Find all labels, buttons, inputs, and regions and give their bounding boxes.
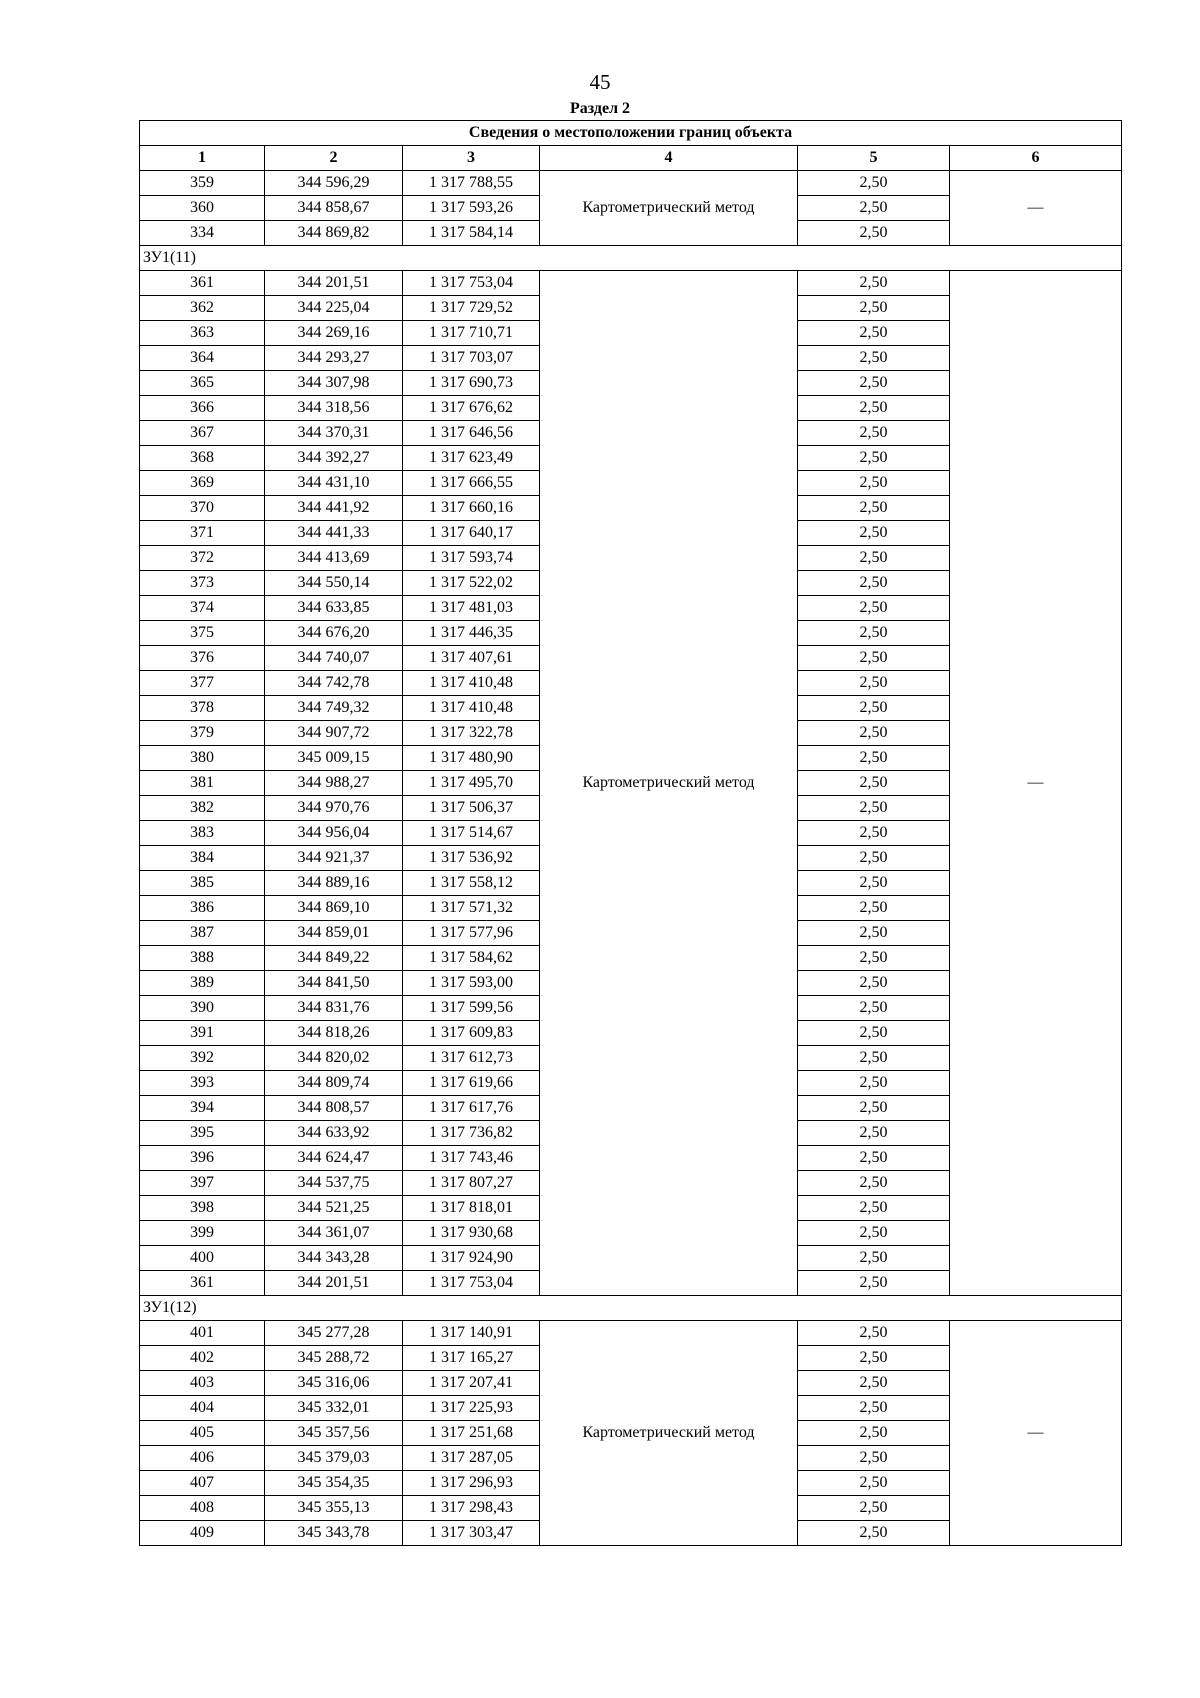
coordinate-y: 1 317 298,43: [403, 1496, 540, 1521]
group-label: ЗУ1(11): [140, 246, 1122, 271]
point-number: 387: [140, 921, 265, 946]
accuracy-value: 2,50: [798, 446, 950, 471]
accuracy-value: 2,50: [798, 1096, 950, 1121]
coordinate-y: 1 317 225,93: [403, 1396, 540, 1421]
point-number: 377: [140, 671, 265, 696]
accuracy-value: 2,50: [798, 621, 950, 646]
coordinate-x: 344 740,07: [265, 646, 403, 671]
coordinate-y: 1 317 593,00: [403, 971, 540, 996]
point-number: 371: [140, 521, 265, 546]
coordinate-x: 344 907,72: [265, 721, 403, 746]
coordinate-x: 345 277,28: [265, 1321, 403, 1346]
coordinate-y: 1 317 407,61: [403, 646, 540, 671]
coordinate-y: 1 317 522,02: [403, 571, 540, 596]
point-number: 393: [140, 1071, 265, 1096]
coordinate-y: 1 317 506,37: [403, 796, 540, 821]
coordinate-y: 1 317 593,26: [403, 196, 540, 221]
table-title: Сведения о местоположении границ объекта: [140, 121, 1122, 146]
method-cell: Картометрический метод: [540, 1321, 798, 1546]
accuracy-value: 2,50: [798, 546, 950, 571]
coordinate-y: 1 317 743,46: [403, 1146, 540, 1171]
point-number: 375: [140, 621, 265, 646]
coordinate-y: 1 317 753,04: [403, 271, 540, 296]
point-number: 367: [140, 421, 265, 446]
point-number: 386: [140, 896, 265, 921]
coordinate-x: 344 550,14: [265, 571, 403, 596]
coordinate-x: 344 742,78: [265, 671, 403, 696]
coordinate-y: 1 317 558,12: [403, 871, 540, 896]
section-title: Раздел 2: [569, 100, 631, 117]
coordinate-x: 344 889,16: [265, 871, 403, 896]
coordinate-x: 344 441,92: [265, 496, 403, 521]
coordinate-y: 1 317 584,62: [403, 946, 540, 971]
accuracy-value: 2,50: [798, 846, 950, 871]
accuracy-value: 2,50: [798, 671, 950, 696]
accuracy-value: 2,50: [798, 1496, 950, 1521]
method-cell: Картометрический метод: [540, 171, 798, 246]
group-label-row: [140, 1296, 1122, 1321]
coordinate-y: 1 317 609,83: [403, 1021, 540, 1046]
coordinate-x: 345 343,78: [265, 1521, 403, 1546]
point-number: 407: [140, 1471, 265, 1496]
point-number: 376: [140, 646, 265, 671]
coordinates-table: [139, 120, 1122, 1546]
coordinate-y: 1 317 788,55: [403, 171, 540, 196]
accuracy-value: 2,50: [798, 871, 950, 896]
accuracy-value: 2,50: [798, 1146, 950, 1171]
point-number: 361: [140, 1271, 265, 1296]
coordinate-x: 345 354,35: [265, 1471, 403, 1496]
coordinate-x: 344 869,10: [265, 896, 403, 921]
coordinate-x: 344 413,69: [265, 546, 403, 571]
point-number: 383: [140, 821, 265, 846]
coordinate-y: 1 317 251,68: [403, 1421, 540, 1446]
accuracy-value: 2,50: [798, 1046, 950, 1071]
point-number: 394: [140, 1096, 265, 1121]
note-cell: —: [950, 1321, 1122, 1546]
coordinate-x: 344 201,51: [265, 271, 403, 296]
note-cell: —: [950, 171, 1122, 246]
point-number: 402: [140, 1346, 265, 1371]
coordinate-x: 344 596,29: [265, 171, 403, 196]
accuracy-value: 2,50: [798, 371, 950, 396]
accuracy-value: 2,50: [798, 721, 950, 746]
column-number: 5: [798, 146, 950, 171]
accuracy-value: 2,50: [798, 1346, 950, 1371]
coordinate-x: 344 749,32: [265, 696, 403, 721]
point-number: 400: [140, 1246, 265, 1271]
coordinate-x: 344 633,85: [265, 596, 403, 621]
accuracy-value: 2,50: [798, 971, 950, 996]
coordinate-y: 1 317 577,96: [403, 921, 540, 946]
point-number: 360: [140, 196, 265, 221]
coordinate-y: 1 317 165,27: [403, 1346, 540, 1371]
coordinate-x: 344 956,04: [265, 821, 403, 846]
coordinate-y: 1 317 666,55: [403, 471, 540, 496]
coordinate-x: 344 370,31: [265, 421, 403, 446]
coordinate-x: 344 831,76: [265, 996, 403, 1021]
accuracy-value: 2,50: [798, 1396, 950, 1421]
point-number: 388: [140, 946, 265, 971]
coordinate-y: 1 317 536,92: [403, 846, 540, 871]
point-number: 389: [140, 971, 265, 996]
point-number: 401: [140, 1321, 265, 1346]
coordinate-x: 344 841,50: [265, 971, 403, 996]
coordinate-y: 1 317 710,71: [403, 321, 540, 346]
point-number: 392: [140, 1046, 265, 1071]
coordinate-y: 1 317 690,73: [403, 371, 540, 396]
coordinate-x: 344 869,82: [265, 221, 403, 246]
column-numbers-row: [140, 146, 1122, 171]
accuracy-value: 2,50: [798, 221, 950, 246]
coordinate-x: 344 431,10: [265, 471, 403, 496]
table-title-row: [140, 121, 1122, 146]
coordinate-x: 344 858,67: [265, 196, 403, 221]
coordinate-x: 345 355,13: [265, 1496, 403, 1521]
coordinate-x: 344 818,26: [265, 1021, 403, 1046]
accuracy-value: 2,50: [798, 1196, 950, 1221]
coordinate-y: 1 317 753,04: [403, 1271, 540, 1296]
accuracy-value: 2,50: [798, 496, 950, 521]
point-number: 409: [140, 1521, 265, 1546]
coordinate-y: 1 317 514,67: [403, 821, 540, 846]
coordinate-x: 344 201,51: [265, 1271, 403, 1296]
coordinate-y: 1 317 584,14: [403, 221, 540, 246]
point-number: 372: [140, 546, 265, 571]
accuracy-value: 2,50: [798, 596, 950, 621]
method-cell: Картометрический метод: [540, 271, 798, 1296]
point-number: 380: [140, 746, 265, 771]
coordinate-x: 344 809,74: [265, 1071, 403, 1096]
accuracy-value: 2,50: [798, 696, 950, 721]
accuracy-value: 2,50: [798, 796, 950, 821]
coordinate-x: 344 318,56: [265, 396, 403, 421]
point-number: 405: [140, 1421, 265, 1446]
accuracy-value: 2,50: [798, 421, 950, 446]
coordinate-x: 344 624,47: [265, 1146, 403, 1171]
accuracy-value: 2,50: [798, 1321, 950, 1346]
coordinate-y: 1 317 410,48: [403, 696, 540, 721]
point-number: 395: [140, 1121, 265, 1146]
accuracy-value: 2,50: [798, 1471, 950, 1496]
accuracy-value: 2,50: [798, 1446, 950, 1471]
coordinate-x: 344 820,02: [265, 1046, 403, 1071]
coordinate-y: 1 317 807,27: [403, 1171, 540, 1196]
coordinate-y: 1 317 481,03: [403, 596, 540, 621]
accuracy-value: 2,50: [798, 1246, 950, 1271]
point-number: 363: [140, 321, 265, 346]
coordinate-y: 1 317 140,91: [403, 1321, 540, 1346]
accuracy-value: 2,50: [798, 771, 950, 796]
accuracy-value: 2,50: [798, 321, 950, 346]
coordinate-x: 344 808,57: [265, 1096, 403, 1121]
coordinate-x: 344 859,01: [265, 921, 403, 946]
accuracy-value: 2,50: [798, 746, 950, 771]
coordinate-x: 344 441,33: [265, 521, 403, 546]
coordinate-x: 344 988,27: [265, 771, 403, 796]
point-number: 384: [140, 846, 265, 871]
coordinate-x: 344 633,92: [265, 1121, 403, 1146]
accuracy-value: 2,50: [798, 1171, 950, 1196]
coordinate-x: 344 392,27: [265, 446, 403, 471]
point-number: 408: [140, 1496, 265, 1521]
point-number: 368: [140, 446, 265, 471]
point-number: 391: [140, 1021, 265, 1046]
point-number: 362: [140, 296, 265, 321]
coordinate-y: 1 317 612,73: [403, 1046, 540, 1071]
coordinate-y: 1 317 410,48: [403, 671, 540, 696]
coordinate-y: 1 317 676,62: [403, 396, 540, 421]
coordinate-y: 1 317 660,16: [403, 496, 540, 521]
coordinate-x: 345 332,01: [265, 1396, 403, 1421]
coordinate-y: 1 317 623,49: [403, 446, 540, 471]
accuracy-value: 2,50: [798, 1421, 950, 1446]
accuracy-value: 2,50: [798, 571, 950, 596]
point-number: 390: [140, 996, 265, 1021]
coordinate-y: 1 317 646,56: [403, 421, 540, 446]
coordinate-y: 1 317 207,41: [403, 1371, 540, 1396]
coordinate-x: 344 537,75: [265, 1171, 403, 1196]
coordinate-x: 344 269,16: [265, 321, 403, 346]
coordinate-x: 344 361,07: [265, 1221, 403, 1246]
coordinates-table-body: [140, 121, 1122, 1546]
coordinate-x: 344 307,98: [265, 371, 403, 396]
coordinate-x: 344 225,04: [265, 296, 403, 321]
point-number: 369: [140, 471, 265, 496]
coordinate-y: 1 317 599,56: [403, 996, 540, 1021]
accuracy-value: 2,50: [798, 921, 950, 946]
coordinate-x: 345 316,06: [265, 1371, 403, 1396]
accuracy-value: 2,50: [798, 346, 950, 371]
coordinate-y: 1 317 287,05: [403, 1446, 540, 1471]
accuracy-value: 2,50: [798, 896, 950, 921]
column-number: 6: [950, 146, 1122, 171]
page-number: 45: [589, 70, 611, 94]
point-number: 399: [140, 1221, 265, 1246]
accuracy-value: 2,50: [798, 196, 950, 221]
coordinate-y: 1 317 729,52: [403, 296, 540, 321]
point-number: 374: [140, 596, 265, 621]
coordinate-y: 1 317 640,17: [403, 521, 540, 546]
point-number: 406: [140, 1446, 265, 1471]
accuracy-value: 2,50: [798, 1021, 950, 1046]
coordinate-y: 1 317 593,74: [403, 546, 540, 571]
accuracy-value: 2,50: [798, 1521, 950, 1546]
point-number: 359: [140, 171, 265, 196]
point-number: 366: [140, 396, 265, 421]
accuracy-value: 2,50: [798, 1371, 950, 1396]
coordinate-y: 1 317 446,35: [403, 621, 540, 646]
note-cell: —: [950, 271, 1122, 1296]
column-number: 1: [140, 146, 265, 171]
accuracy-value: 2,50: [798, 1271, 950, 1296]
coordinate-y: 1 317 495,70: [403, 771, 540, 796]
accuracy-value: 2,50: [798, 1221, 950, 1246]
coordinate-y: 1 317 736,82: [403, 1121, 540, 1146]
coordinate-y: 1 317 703,07: [403, 346, 540, 371]
coordinate-x: 344 676,20: [265, 621, 403, 646]
accuracy-value: 2,50: [798, 646, 950, 671]
accuracy-value: 2,50: [798, 471, 950, 496]
accuracy-value: 2,50: [798, 396, 950, 421]
group-label: ЗУ1(12): [140, 1296, 1122, 1321]
coordinate-y: 1 317 924,90: [403, 1246, 540, 1271]
accuracy-value: 2,50: [798, 296, 950, 321]
coordinate-x: 344 293,27: [265, 346, 403, 371]
group-label-row: [140, 246, 1122, 271]
point-number: 373: [140, 571, 265, 596]
coordinate-y: 1 317 818,01: [403, 1196, 540, 1221]
table-row: [140, 171, 1122, 196]
coordinate-x: 344 849,22: [265, 946, 403, 971]
coordinate-y: 1 317 571,32: [403, 896, 540, 921]
point-number: 398: [140, 1196, 265, 1221]
coordinate-x: 344 921,37: [265, 846, 403, 871]
point-number: 396: [140, 1146, 265, 1171]
coordinate-y: 1 317 619,66: [403, 1071, 540, 1096]
point-number: 370: [140, 496, 265, 521]
table-row: [140, 271, 1122, 296]
point-number: 382: [140, 796, 265, 821]
coordinate-x: 344 970,76: [265, 796, 403, 821]
point-number: 378: [140, 696, 265, 721]
accuracy-value: 2,50: [798, 521, 950, 546]
coordinate-x: 344 343,28: [265, 1246, 403, 1271]
coordinate-y: 1 317 322,78: [403, 721, 540, 746]
accuracy-value: 2,50: [798, 821, 950, 846]
coordinate-x: 344 521,25: [265, 1196, 403, 1221]
coordinate-x: 345 009,15: [265, 746, 403, 771]
coordinate-x: 345 379,03: [265, 1446, 403, 1471]
coordinate-y: 1 317 480,90: [403, 746, 540, 771]
accuracy-value: 2,50: [798, 171, 950, 196]
column-number: 3: [403, 146, 540, 171]
column-number: 4: [540, 146, 798, 171]
table-row: [140, 1321, 1122, 1346]
accuracy-value: 2,50: [798, 996, 950, 1021]
point-number: 385: [140, 871, 265, 896]
point-number: 403: [140, 1371, 265, 1396]
point-number: 404: [140, 1396, 265, 1421]
point-number: 364: [140, 346, 265, 371]
coordinate-y: 1 317 303,47: [403, 1521, 540, 1546]
point-number: 365: [140, 371, 265, 396]
column-number: 2: [265, 146, 403, 171]
coordinate-x: 345 357,56: [265, 1421, 403, 1446]
point-number: 334: [140, 221, 265, 246]
accuracy-value: 2,50: [798, 1071, 950, 1096]
point-number: 361: [140, 271, 265, 296]
coordinate-x: 345 288,72: [265, 1346, 403, 1371]
coordinate-y: 1 317 617,76: [403, 1096, 540, 1121]
coordinate-y: 1 317 296,93: [403, 1471, 540, 1496]
point-number: 397: [140, 1171, 265, 1196]
coordinate-y: 1 317 930,68: [403, 1221, 540, 1246]
point-number: 379: [140, 721, 265, 746]
accuracy-value: 2,50: [798, 1121, 950, 1146]
point-number: 381: [140, 771, 265, 796]
accuracy-value: 2,50: [798, 271, 950, 296]
accuracy-value: 2,50: [798, 946, 950, 971]
